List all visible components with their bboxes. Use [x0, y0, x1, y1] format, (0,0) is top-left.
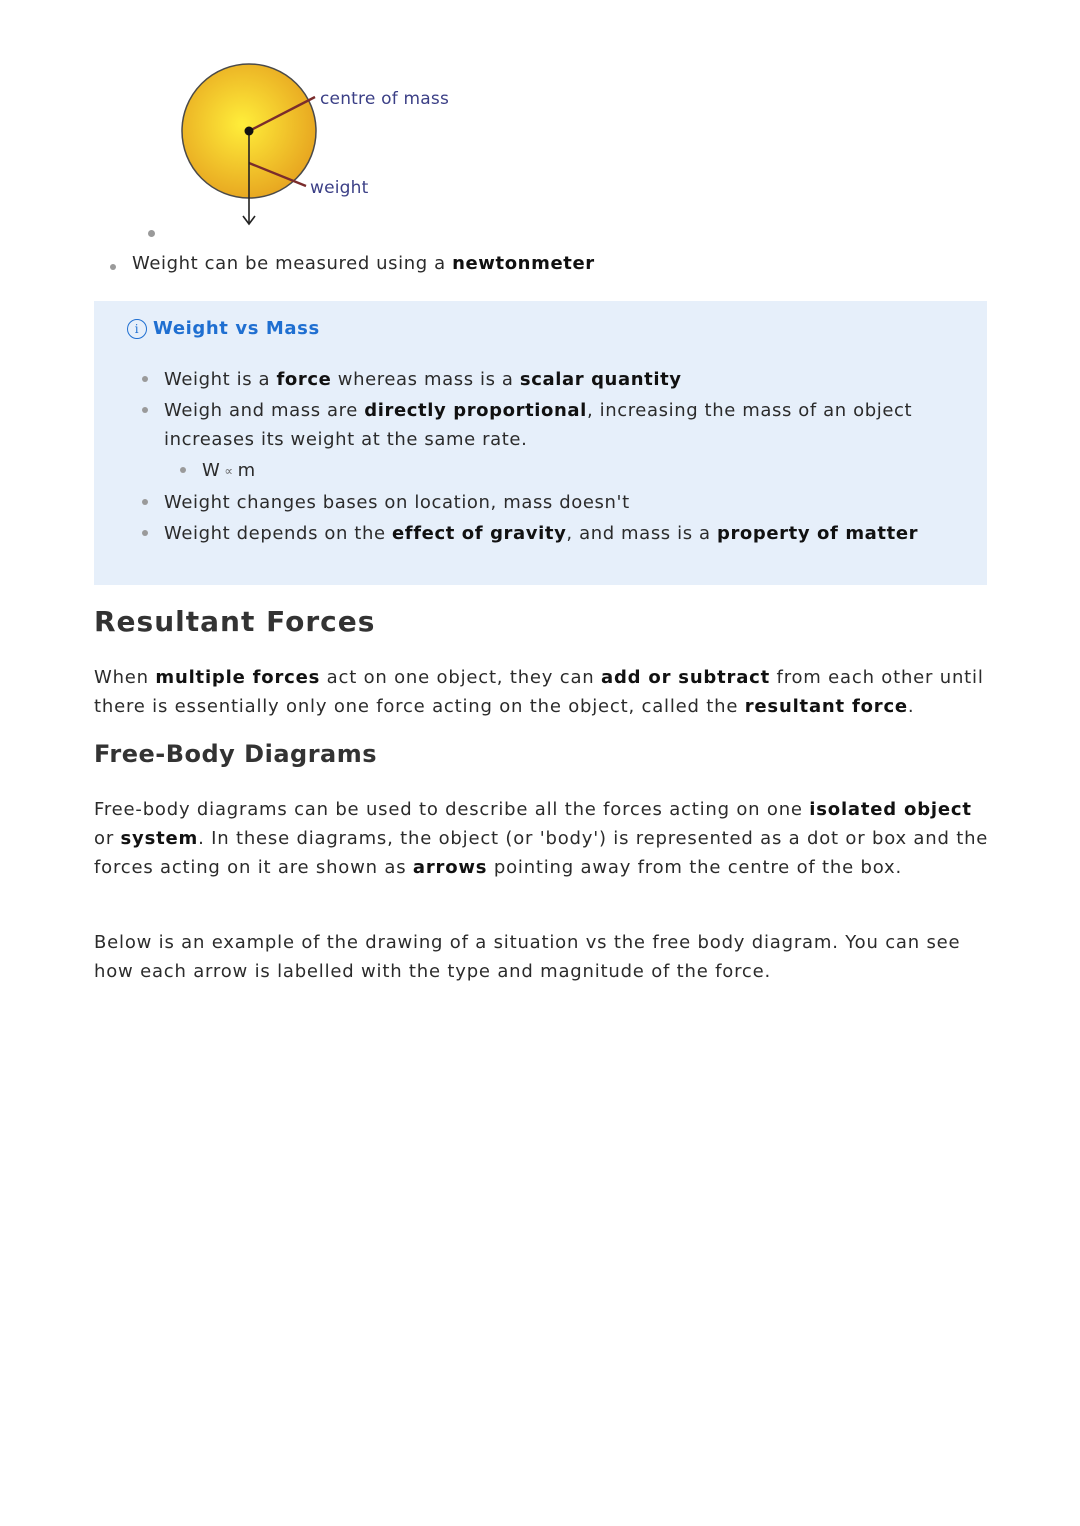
callout-list	[142, 365, 942, 550]
weight-measure-list	[110, 253, 595, 274]
proportionality-item: W ∝ m	[180, 456, 942, 486]
weight-label: weight	[310, 178, 369, 198]
weight-vs-mass-callout	[94, 301, 987, 585]
list-item: Weight changes bases on location, mass doesn't	[142, 488, 942, 517]
info-icon: i	[127, 319, 147, 339]
list-item: Weight can be measured using a newtonmeter	[110, 253, 595, 274]
empty-bullet	[148, 230, 155, 237]
list-item: Weight is a force whereas mass is a scalar quantity	[142, 365, 942, 394]
list-item: Weigh and mass are directly proportional, increasing the mass of an object increases its weight at the same rate. W ∝ m	[142, 396, 942, 486]
resultant-forces-paragraph: When multiple forces act on one object, they can add or subtract from each other until there is essentially only one force acting on the object, called the resultant force.	[94, 667, 984, 717]
ball-diagram	[170, 55, 470, 240]
resultant-forces-heading: Resultant Forces	[94, 605, 376, 638]
centre-of-mass-label: centre of mass	[320, 89, 450, 109]
callout-title: i Weight vs Mass	[127, 318, 320, 339]
list-item: Weight depends on the effect of gravity, and mass is a property of matter	[142, 519, 942, 548]
centre-of-mass-dot	[245, 127, 254, 136]
free-body-paragraph: Free-body diagrams can be used to describe all the forces acting on one isolated object or system. In these diagrams, the object (or 'body') is represented as a dot or box and the forces acting on it are shown as arrows pointing away from the centre of the box.	[94, 799, 989, 878]
sub-list	[180, 456, 942, 486]
free-body-diagrams-heading: Free-Body Diagrams	[94, 740, 378, 768]
centre-of-mass-figure	[170, 55, 470, 240]
free-body-example-paragraph: Below is an example of the drawing of a situation vs the free body diagram. You can see how each arrow is labelled with the type and magnitude of the force.	[94, 932, 961, 982]
